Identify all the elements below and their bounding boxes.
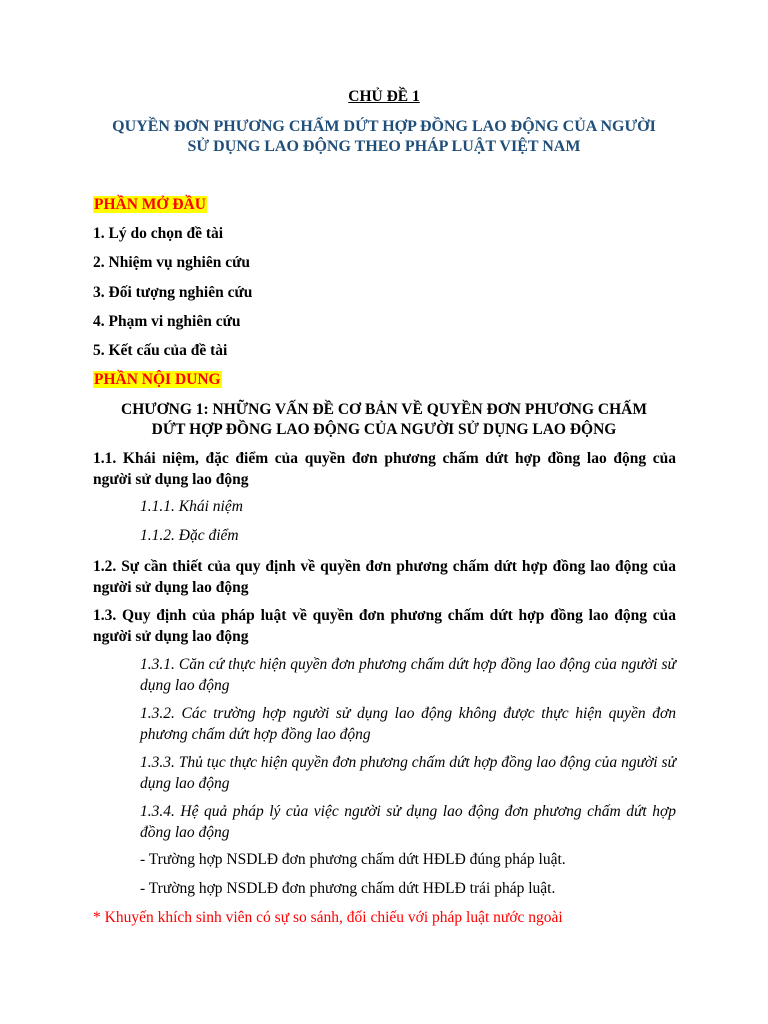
- topic-label-text: CHỦ ĐỀ 1: [348, 88, 420, 105]
- section-1-3-4: 1.3.4. Hệ quả pháp lý của việc người sử dụng lao động đơn phương chấm dứt hợp đồng lao động: [140, 803, 676, 841]
- intro-item-2: 2. Nhiệm vụ nghiên cứu: [93, 254, 251, 271]
- case-unlawful: - Trường hợp NSDLĐ đơn phương chấm dứt HĐLĐ trái pháp luật.: [140, 880, 556, 897]
- section-1-3: 1.3. Quy định của pháp luật về quyền đơn phương chấm dứt hợp đồng lao động của người sử dụng lao động: [93, 607, 676, 645]
- content-heading-text: PHẦN NỘI DUNG: [94, 371, 221, 388]
- section-1-3-2: 1.3.2. Các trường hợp người sử dụng lao động không được thực hiện quyền đơn phương chấm dứt hợp đồng lao động: [140, 705, 676, 743]
- title-line-1: QUYỀN ĐƠN PHƯƠNG CHẤM DỨT HỢP ĐỒNG LAO ĐỘNG CỦA NGƯỜI: [112, 118, 656, 135]
- topic-label: [0, 87, 768, 107]
- content-heading: [93, 370, 222, 390]
- section-1-3-1: 1.3.1. Căn cứ thực hiện quyền đơn phương chấm dứt hợp đồng lao động của người sử dụng lao động: [140, 656, 676, 694]
- title-line-2: SỬ DỤNG LAO ĐỘNG THEO PHÁP LUẬT VIỆT NAM: [187, 138, 581, 155]
- chapter-1-line-1: CHƯƠNG 1: NHỮNG VẤN ĐỀ CƠ BẢN VỀ QUYỀN ĐƠN PHƯƠNG CHẤM: [121, 401, 647, 418]
- intro-item-1: 1. Lý do chọn đề tài: [93, 225, 224, 242]
- section-1-1-1: 1.1.1. Khái niệm: [140, 498, 243, 515]
- intro-item-3: 3. Đối tượng nghiên cứu: [93, 284, 253, 301]
- section-1-2: 1.2. Sự cần thiết của quy định về quyền đơn phương chấm dứt hợp đồng lao động của người sử dụng lao động: [93, 558, 676, 596]
- section-1-1-2: 1.1.2. Đặc điểm: [140, 527, 239, 544]
- section-1-1: 1.1. Khái niệm, đặc điểm của quyền đơn phương chấm dứt hợp đồng lao động của người sử dụng lao động: [93, 450, 676, 488]
- note-foreign-law: * Khuyến khích sinh viên có sự so sánh, đối chiếu với pháp luật nước ngoài: [93, 909, 563, 926]
- intro-heading: [93, 195, 207, 215]
- chapter-1-line-2: DỨT HỢP ĐỒNG LAO ĐỘNG CỦA NGƯỜI SỬ DỤNG LAO ĐỘNG: [151, 421, 617, 438]
- intro-item-5: 5. Kết cấu của đề tài: [93, 342, 228, 359]
- intro-heading-text: PHẦN MỞ ĐẦU: [94, 196, 206, 213]
- intro-item-4: 4. Phạm vi nghiên cứu: [93, 313, 241, 330]
- case-lawful: - Trường hợp NSDLĐ đơn phương chấm dứt HĐLĐ đúng pháp luật.: [140, 851, 566, 868]
- section-1-3-3: 1.3.3. Thủ tục thực hiện quyền đơn phương chấm dứt hợp đồng lao động của người sử dụng lao động: [140, 754, 676, 792]
